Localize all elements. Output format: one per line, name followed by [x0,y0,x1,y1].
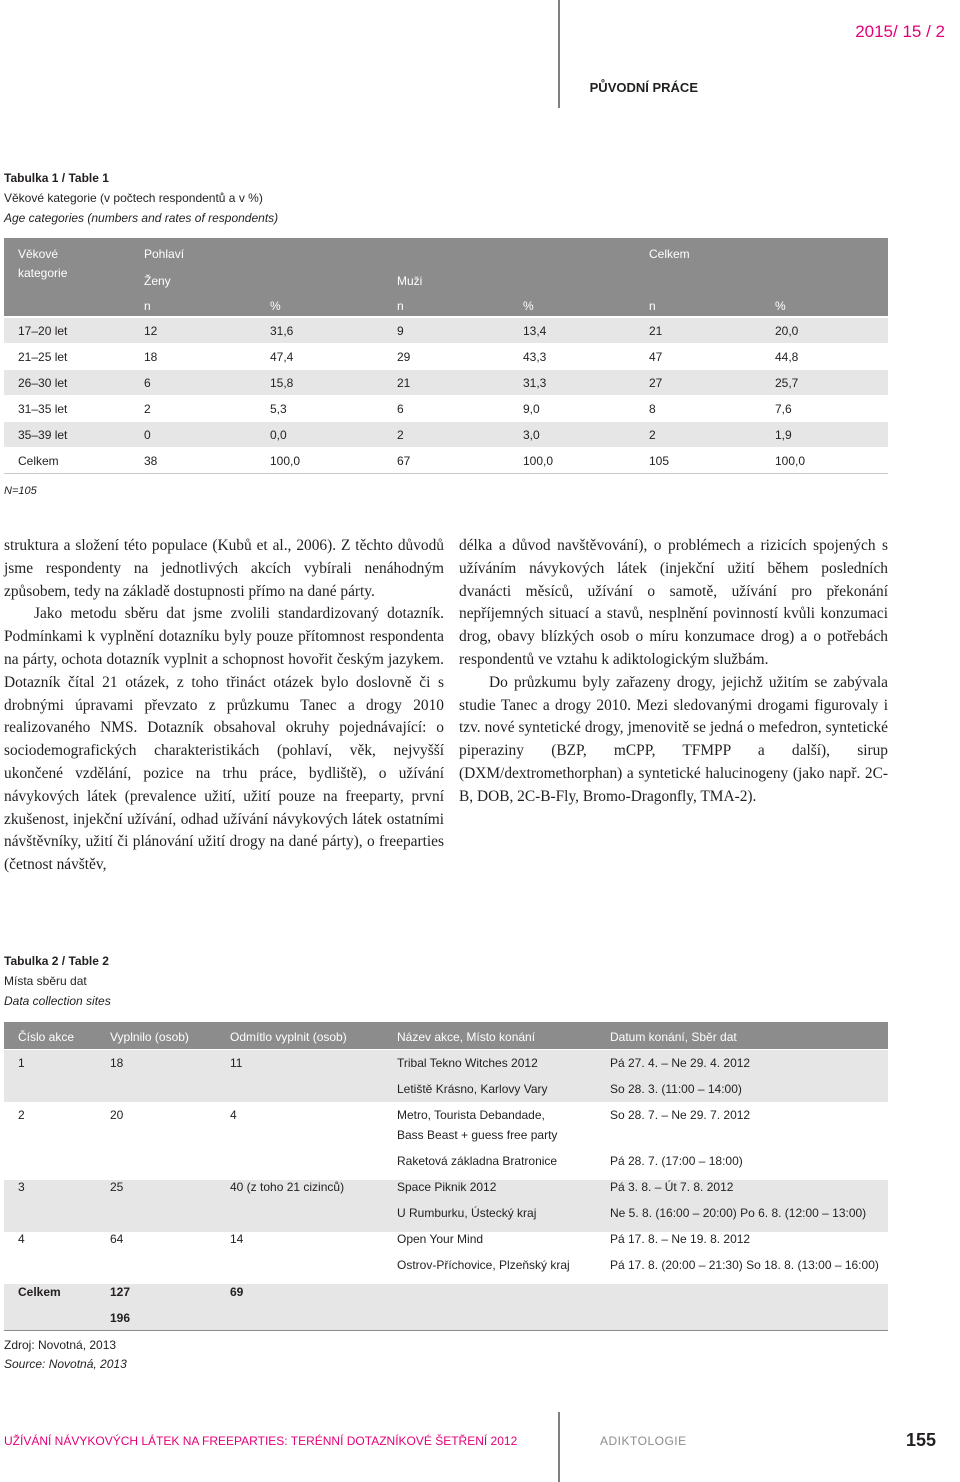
head-age: Věkové [18,247,59,261]
event-filled: 18 [110,1056,124,1070]
cell-total-pct: 7,6 [775,402,792,416]
cell-women-pct: 31,6 [270,324,294,338]
cell-total-n: 47 [649,350,663,364]
head-event-place: Název akce, Místo konání [397,1030,536,1044]
cell-total-n: 21 [649,324,663,338]
event-collection: Pá 28. 7. (17:00 – 18:00) [610,1154,743,1168]
footer-divider [558,1412,560,1482]
event-date: Pá 17. 8. – Ne 19. 8. 2012 [610,1232,751,1246]
event-number: 1 [18,1056,25,1070]
table1-caption-cz: Věkové kategorie (v počtech respondentů a v %) [4,191,263,205]
event-number: 4 [18,1232,25,1246]
head-n-men: n [397,299,404,313]
event-filled: 25 [110,1180,124,1194]
paragraph: délka a důvod navštěvování), o problémech a rizicích spojených s užíváním návykových látek (injekční užití během posledních dvanácti měsíců, užívání o samotě, užívání pro překonání nepříjemných situací a stavů, nesplnění povinností kvůli konzumaci drog, obavy blízkých osob o míru konzumace drog) a o potřebách respondentů ve vztahu k adiktologickým službám. [459,537,888,668]
head-women: Ženy [144,274,171,288]
event-filled: 20 [110,1108,124,1122]
event-number: 3 [18,1180,25,1194]
head-n-women: n [144,299,151,313]
table1-row [4,422,888,447]
event-date: Pá 3. 8. – Út 7. 8. 2012 [610,1180,734,1194]
table1-caption-number: Tabulka 1 / Table 1 [4,171,109,185]
cell-men-n: 9 [397,324,404,338]
footer-title: UŽÍVÁNÍ NÁVYKOVÝCH LÁTEK NA FREEPARTIES: TERÉNNÍ DOTAZNÍKOVÉ ŠETŘENÍ 2012 [4,1434,518,1448]
cell-women-n: 2 [144,402,151,416]
cell-total-n: 2 [649,428,656,442]
head-pct-total: % [775,299,786,313]
table2-caption-number: Tabulka 2 / Table 2 [4,954,109,968]
event-name: Open Your Mind [397,1232,484,1246]
head-men: Muži [397,274,423,288]
cell-women-pct: 0,0 [270,428,287,442]
total-label: Celkem [18,1285,61,1299]
cell-men-pct: 31,3 [523,376,547,390]
cell-women-n: 18 [144,350,158,364]
head-event-number: Číslo akce [18,1030,75,1044]
cell-men-n: 6 [397,402,404,416]
cell-men-pct: 9,0 [523,402,540,416]
head-total: Celkem [649,247,690,261]
page-number: 155 [905,1430,936,1450]
event-name: Space Piknik 2012 [397,1180,497,1194]
event-collection: So 28. 3. (11:00 – 14:00) [610,1082,742,1096]
text-column-left [4,535,444,877]
table2-caption-en: Data collection sites [4,994,111,1008]
cell-men-n: 21 [397,376,411,390]
event-name-2: Bass Beast + guess free party [397,1128,558,1142]
cell-total-pct: 20,0 [775,324,799,338]
head-date: Datum konání, Sběr dat [610,1030,737,1044]
cell-age: 35–39 let [18,428,68,442]
cell-total-pct: 25,7 [775,376,799,390]
event-refused: 40 (z toho 21 cizinců) [230,1180,345,1194]
head-n-total: n [649,299,656,313]
head-refused: Odmítlo vyplnit (osob) [230,1030,347,1044]
cell-men-pct: 43,3 [523,350,547,364]
event-place: U Rumburku, Ústecký kraj [397,1206,537,1220]
head-pct-women: % [270,299,281,313]
head-pct-men: % [523,299,534,313]
cell-men-n: 29 [397,350,411,364]
event-filled: 64 [110,1232,124,1246]
table2-caption-cz: Místa sběru dat [4,974,87,988]
table1-row [4,318,888,343]
cell-women-n: 6 [144,376,151,390]
source-en: Source: Novotná, 2013 [4,1357,127,1371]
event-refused: 11 [230,1056,243,1070]
head-age-2: kategorie [18,266,68,280]
cell-women-pct: 100,0 [270,454,301,468]
event-number: 2 [18,1108,25,1122]
table2-caption [4,951,111,1011]
table2-total-right-bg [384,1284,888,1330]
section-title: PŮVODNÍ PRÁCE [589,80,698,95]
cell-total-n: 8 [649,402,656,416]
table1-row [4,396,888,421]
cell-age: 31–35 let [18,402,68,416]
event-collection: Ne 5. 8. (16:00 – 20:00) Po 6. 8. (12:00 – 13:00) [610,1206,867,1220]
table1-row [4,344,888,369]
cell-women-pct: 5,3 [270,402,287,416]
table1-caption-en: Age categories (numbers and rates of respondents) [4,211,279,225]
cell-age: 17–20 let [18,324,68,338]
cell-age: 26–30 let [18,376,68,390]
source-cz: Zdroj: Novotná, 2013 [4,1338,117,1352]
event-place: Raketová základna Bratronice [397,1154,558,1168]
cell-men-n: 67 [397,454,411,468]
cell-total-n: 27 [649,376,663,390]
cell-men-pct: 3,0 [523,428,540,442]
footer-journal: ADIKTOLOGIE [600,1434,687,1448]
table1-row [4,370,888,395]
event-refused: 14 [230,1232,244,1246]
cell-women-n: 12 [144,324,158,338]
table2-total-bg [4,1284,384,1330]
paragraph: struktura a složení této populace (Kubů et al., 2006). Z těchto důvodů jsme respondenty na jednotlivých akcích vybírali nenáhodným způsobem, tedy na základě dostupnosti přímo na dané párty. [4,537,444,600]
cell-women-n: 38 [144,454,158,468]
head-gender: Pohlaví [144,247,185,261]
cell-age: Celkem [18,454,59,468]
cell-women-pct: 15,8 [270,376,294,390]
total-refused: 69 [230,1285,244,1299]
paragraph: Jako metodu sběru dat jsme zvolili standardizovaný dotazník. Podmínkami k vyplnění dotazníku byly pouze přítomnost respondenta na párty, ochota dotazník vyplnit a schopnost hovořit českým jazykem. Dotazník čítal 21 otázek, z toho třináct otázek bylo doslovně či s drobnými úpravami převzato z průzkumu Tanec a drogy 2010 realizovaného NMS. Dotazník obsahoval okruhy pojednávající: o sociodemografických charakteristikách (pohlaví, věk, nejvyšší ukončené vzdělání, pozice na trhu práce, bydliště), o užívání návykových látek (prevalence užití, užití pouze na freeparty, první zkušenost, injekční užívání, odhad užívání návykových látek ostatními návštěvníky, užití či plánování užití drogy na dané párty), o freeparties (četnost návštěv, [4,605,444,874]
table1-caption [4,168,278,228]
cell-women-n: 0 [144,428,151,442]
text-column-right [459,535,888,809]
cell-men-pct: 13,4 [523,324,547,338]
head-filled: Vyplnilo (osob) [110,1030,189,1044]
cell-women-pct: 47,4 [270,350,294,364]
table1-header [4,238,888,316]
cell-total-pct: 1,9 [775,428,792,442]
table1-note: N=105 [4,485,37,497]
cell-men-n: 2 [397,428,404,442]
paragraph: Do průzkumu byly zařazeny drogy, jejichž užitím se zabývala studie Tanec a drogy 2010. Mezi sledovanými drogami figurovaly i tzv. nové syntetické drogy, jmenovitě se jedná o mefedron, syntetické piperaziny (BZP, mCPP, TFMPP a další), sirup (DXM/dextromethorphan) a syntetické halucinogeny (jako např. 2C-B, DOB, 2C-B-Fly, Bromo-Dragonfly, TMA-2). [459,673,888,805]
event-place: Ostrov-Příchovice, Plzeňský kraj [397,1258,570,1272]
cell-total-n: 105 [649,454,670,468]
table2-bottom-rule [4,1330,888,1331]
event-date: So 28. 7. – Ne 29. 7. 2012 [610,1108,751,1122]
event-name: Metro, Tourista Debandade, [397,1108,545,1122]
cell-age: 21–25 let [18,350,68,364]
event-refused: 4 [230,1108,237,1122]
grand-total: 196 [110,1311,131,1325]
cell-men-pct: 100,0 [523,454,554,468]
issue-number: 2015/ 15 / 2 [855,22,945,41]
cell-total-pct: 44,8 [775,350,799,364]
event-name: Tribal Tekno Witches 2012 [397,1056,538,1070]
total-filled: 127 [110,1285,131,1299]
event-place: Letiště Krásno, Karlovy Vary [397,1082,548,1096]
table2-source [4,1336,127,1374]
table2-header [4,1022,888,1049]
event-date: Pá 27. 4. – Ne 29. 4. 2012 [610,1056,751,1070]
cell-total-pct: 100,0 [775,454,806,468]
table1-total-row [4,448,888,474]
event-collection: Pá 17. 8. (20:00 – 21:30) So 18. 8. (13:00 – 16:00) [610,1258,879,1272]
